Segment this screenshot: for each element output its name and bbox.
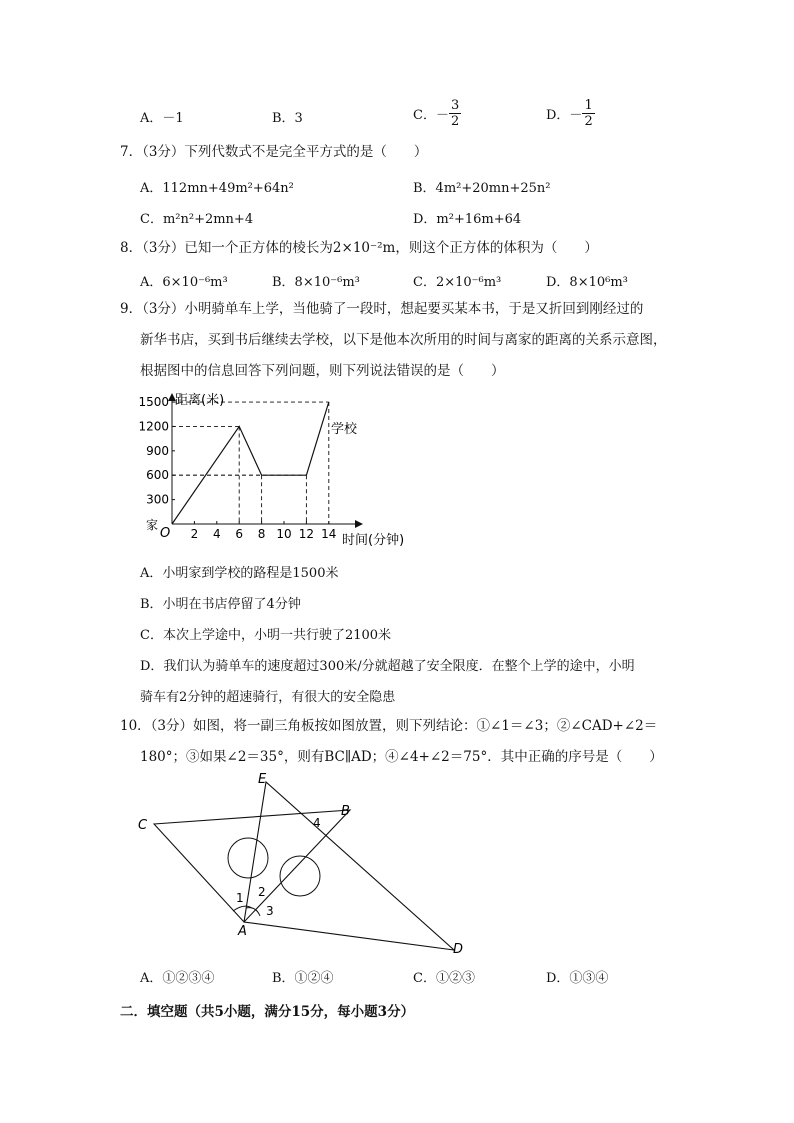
q8-option-b: B．8×10⁻⁶m³ [272, 275, 360, 290]
vertex-c: C [138, 818, 148, 833]
school-label: 学校 [331, 422, 358, 437]
y-tick-label: 300 [146, 492, 169, 507]
q6-d-fraction [582, 98, 594, 129]
distance-time-chart [130, 388, 420, 553]
q6-option-d [546, 98, 595, 129]
x-tick-label: 12 [298, 527, 315, 541]
q10-stem-line2: 180°；③如果∠2＝35°，则有BC∥AD；④∠4+∠2＝75°．其中正确的序号是（ ） [140, 749, 663, 765]
x-tick-label: 6 [235, 527, 244, 541]
q9-stem-line2: 新华书店，买到书后继续去学校，以下是他本次所用的时间与离家的距离的关系示意图， [140, 332, 667, 348]
q10-option-b: B．①②④ [272, 971, 334, 986]
q10-stem-line1: 10．（3分）如图，将一副三角板按如图放置，则下列结论：①∠1＝∠3；②∠CAD+∠2＝ [120, 718, 658, 734]
vertex-e: E [258, 772, 267, 787]
q9-option-d-line2: 骑车有2分钟的超速骑行，有很大的安全隐患 [140, 690, 396, 705]
angle-2-label: 2 [258, 885, 266, 899]
q6-c-fraction [449, 98, 461, 129]
q6-option-c [413, 98, 461, 129]
q10-option-c: C．①②③ [413, 971, 475, 986]
x-axis-label: 时间(分钟) [342, 533, 405, 548]
q7-stem: 7．（3分）下列代数式不是完全平方式的是（ ） [120, 144, 428, 160]
triangle-hole-left [228, 838, 268, 878]
angle-1-label: 1 [236, 891, 244, 905]
y-tick-label: 1500 [138, 395, 169, 410]
q7-option-c: C．m²n²+2mn+4 [140, 212, 254, 227]
q9-option-c: C．本次上学途中，小明一共行驶了2100米 [140, 628, 392, 643]
triangle-hole-right [280, 856, 320, 896]
q9-option-d-line1: D．我们认为骑单车的速度超过300米/分就超越了安全限度．在整个上学的途中，小明 [140, 659, 635, 674]
x-tick-label: 4 [212, 527, 221, 541]
home-label: 家 [146, 518, 159, 532]
x-tick-label: 2 [190, 527, 199, 541]
q9-option-b: B．小明在书店停留了4分钟 [140, 597, 301, 612]
q7-option-a: A．112mn+49m²+64n² [140, 181, 294, 196]
q9-stem-line3: 根据图中的信息回答下列问题，则下列说法错误的是（ ） [140, 363, 505, 379]
q7-option-d: D．m²+16m+64 [413, 212, 522, 227]
y-tick-label: 600 [146, 468, 169, 483]
q8-option-c: C．2×10⁻⁶m³ [413, 275, 502, 290]
q6-d-numerator: 1 [584, 98, 593, 113]
q6-c-prefix: C．－ [413, 108, 449, 123]
y-tick-label: 1200 [138, 419, 169, 434]
angle-3-label: 3 [266, 904, 274, 918]
q8-stem: 8．（3分）已知一个正方体的棱长为2×10⁻²m，则这个正方体的体积为（ ） [120, 240, 598, 256]
origin-label: O [160, 526, 171, 541]
q6-d-prefix: D．－ [546, 108, 583, 123]
distance-series-line [172, 402, 329, 524]
q6-option-b: B．3 [272, 111, 303, 126]
vertex-b: B [341, 804, 350, 819]
q9-option-a: A．小明家到学校的路程是1500米 [140, 566, 339, 581]
q10-option-d: D．①③④ [546, 971, 609, 986]
y-axis-label: 距离(米) [175, 393, 225, 408]
q6-d-denominator: 2 [584, 114, 593, 129]
q6-option-a: A．－1 [140, 111, 184, 126]
angle-arc-1 [233, 906, 252, 911]
section-fill-in-heading: 二．填空题（共5小题，满分15分，每小题3分） [120, 1004, 415, 1020]
vertex-a: A [238, 924, 247, 939]
vertex-d: D [453, 942, 464, 957]
q7-option-b: B．4m²+20mn+25n² [413, 181, 551, 196]
q10-option-a: A．①②③④ [140, 971, 215, 986]
x-tick-label: 8 [257, 527, 266, 541]
dashed-guides [172, 402, 329, 524]
q9-stem-line1: 9．（3分）小明骑单车上学，当他骑了一段时，想起要买某本书，于是又折回到刚经过的 [120, 301, 644, 317]
x-tick-label: 14 [321, 527, 337, 541]
q6-c-numerator: 3 [450, 98, 460, 113]
y-tick-label: 900 [146, 443, 169, 458]
q8-option-d: D．8×10⁶m³ [546, 275, 628, 290]
x-tick-label: 10 [276, 527, 292, 541]
q8-option-a: A．6×10⁻⁶m³ [140, 275, 228, 290]
q6-c-denominator: 2 [450, 114, 460, 129]
triangle-set-figure [130, 772, 470, 962]
angle-4-label: 4 [313, 816, 321, 830]
